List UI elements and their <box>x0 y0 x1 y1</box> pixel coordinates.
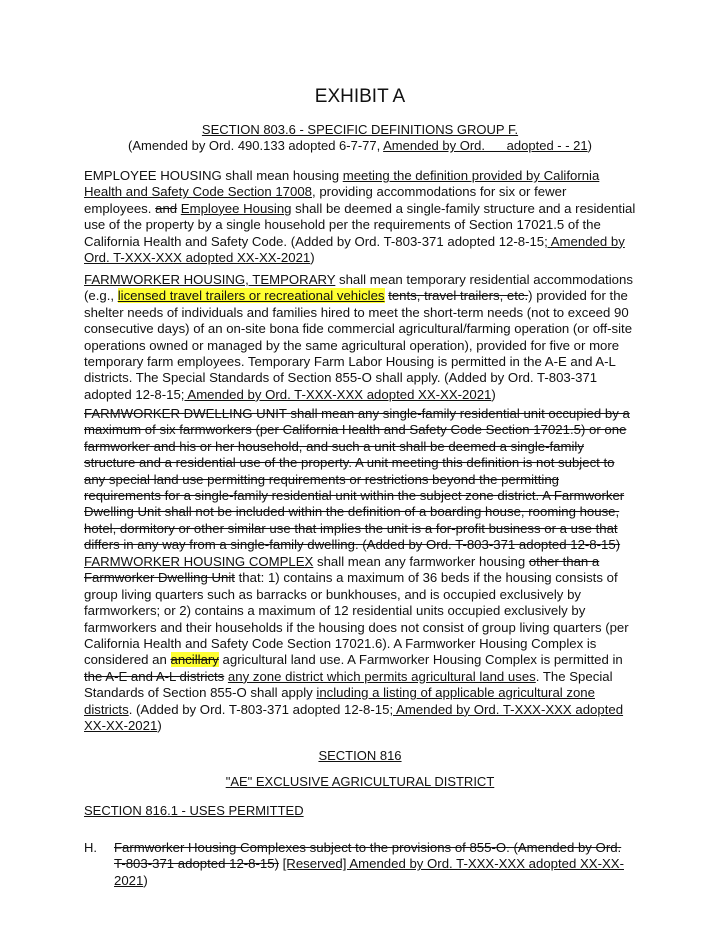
text: , providing accommodations for six or fewer employees. <box>84 184 567 216</box>
amend-new: Amended by Ord. adopted - - 21 <box>383 138 588 153</box>
text: . The Special Standards of Section 855-O shall apply <box>84 668 613 701</box>
amend-close: ) <box>587 138 592 153</box>
deleted-text: the A-E and A-L districts <box>84 668 225 684</box>
inserted-text: including a listing of applicable agricultural zone districts <box>84 685 595 717</box>
section-816-heading-text: SECTION 816 <box>318 748 402 763</box>
text: agricultural land use. A Farmworker Housing Complex is permitted in <box>218 652 623 668</box>
text: ) <box>143 872 148 888</box>
deleted-text: Farmworker Housing Complexes subject to the provisions of 855-O. (Amended by Ord. T-803-371 adopted 12-8-15) <box>114 840 622 872</box>
section-816-subheading <box>84 774 636 790</box>
text: . (Added by Ord. T-803-371 adopted 12-8-15 <box>128 701 390 717</box>
text: ) provided for the shelter needs of individuals and families hired to meet the short-term needs (not to exceed 90 consecutive days) of an on-site bona fide commercial agricultural/farming operation (or off-site operations owned or managed by the same agricultural operation), provided for five or more temporary farm employees. Temporary Farm Labor Housing is permitted in the A-E and A-L districts. The Special Standards of Section 855-O shall apply. (Added by Ord. T-803-371 adopted 12-8-15 <box>84 288 633 402</box>
employee-housing-definition <box>84 168 636 266</box>
item-h-text <box>114 840 634 889</box>
section-803-heading <box>84 122 636 138</box>
text: that: 1) contains a maximum of 36 beds if the housing consists of group living quarters such as barracks or bunkhouses, and is occupied exclusively by farmworkers; or 2) contains a maximum of 12 residential units occupied exclusively by farmworkers and their households if the housing does not consist of group living quarters (per California Health and Safety Code Section 17021.6). A Farmworker Housing Complex is considered an <box>84 570 629 668</box>
inserted-text: any zone district which permits agricultural land uses <box>227 668 536 684</box>
uses-permitted-heading <box>84 803 304 819</box>
farmworker-dwelling-definition <box>84 406 636 554</box>
highlighted-deleted-text: ancillary <box>170 652 219 668</box>
text: ) <box>157 718 162 734</box>
deleted-heading: FARMWORKER DWELLING UNIT <box>84 406 291 421</box>
deleted-text: and <box>155 200 178 216</box>
inserted-text: [Reserved] Amended by Ord. T-XXX-XXX adopted XX-XX-2021 <box>114 856 624 888</box>
term-heading: FARMWORKER HOUSING COMPLEX <box>84 554 314 569</box>
highlighted-inserted-text: licensed travel trailers or recreational vehicles <box>117 288 385 304</box>
inserted-text: ; Amended by Ord. T-XXX-XXX adopted XX-XX-2021 <box>84 233 625 266</box>
section-816-heading <box>84 748 636 764</box>
text: ) <box>491 386 496 402</box>
amend-plain: (Amended by Ord. 490.133 adopted 6-7-77, <box>128 138 384 153</box>
inserted-text: Employee Housing <box>180 200 292 216</box>
farmworker-temporary-definition <box>84 272 636 403</box>
inserted-text: ; Amended by Ord. T-XXX-XXX adopted XX-XX-2021 <box>84 701 624 734</box>
farmworker-complex-definition <box>84 554 636 734</box>
text: EMPLOYEE HOUSING shall mean housing <box>84 168 343 183</box>
text: shall mean any farmworker housing <box>313 554 529 569</box>
text: shall be deemed a single-family structure and a residential use of the property by a single household per the requirements of Section 17021.5 of the California Health and Safety Code. (Added by Ord. T-803-371 adopted 12-8-15 <box>84 200 636 249</box>
section-803-heading-text: SECTION 803.6 - SPECIFIC DEFINITIONS GROUP F. <box>201 122 519 137</box>
deleted-text: tents, travel trailers, etc. <box>388 288 529 304</box>
inserted-text: FARMWORKER HOUSING, TEMPORARY <box>84 272 336 287</box>
text: ) <box>310 250 315 266</box>
section-816-subheading-text: "AE" EXCLUSIVE AGRICULTURAL DISTRICT <box>225 774 495 789</box>
deleted-text: other than a Farmworker Dwelling Unit <box>84 554 600 586</box>
text: shall mean temporary residential accommodations (e.g., <box>84 272 633 304</box>
section-803-amendment <box>84 138 636 154</box>
item-h-letter: H. <box>84 840 97 855</box>
inserted-text: ; Amended by Ord. T-XXX-XXX adopted XX-XX-2021 <box>180 386 492 402</box>
uses-permitted-heading-text: SECTION 816.1 - USES PERMITTED <box>84 803 304 818</box>
inserted-text: meeting the definition provided by California Health and Safety Code Section 17008 <box>84 168 600 200</box>
exhibit-title: EXHIBIT A <box>314 86 406 107</box>
deleted-text: shall mean any single-family residential unit occupied by a maximum of six farmworkers (per California Health and Safety Code Section 17021.5) or one farmworker and his or her household, and such a unit shall be deemed a single-family structure and a residential use of the property. A unit meeting this definition is not subject to any special land use permitting requirements or restrictions beyond the permitting requirements for a single-family residential unit within the subject zone district. A Farmworker Dwelling Unit shall not be included within the definition of a boarding house, rooming house, hotel, dormitory or other similar use that implies the unit is a for-profit business or a use that differs in any way from a single-family dwelling. (Added by Ord. T-803-371 adopted 12-8-15) <box>84 406 630 553</box>
